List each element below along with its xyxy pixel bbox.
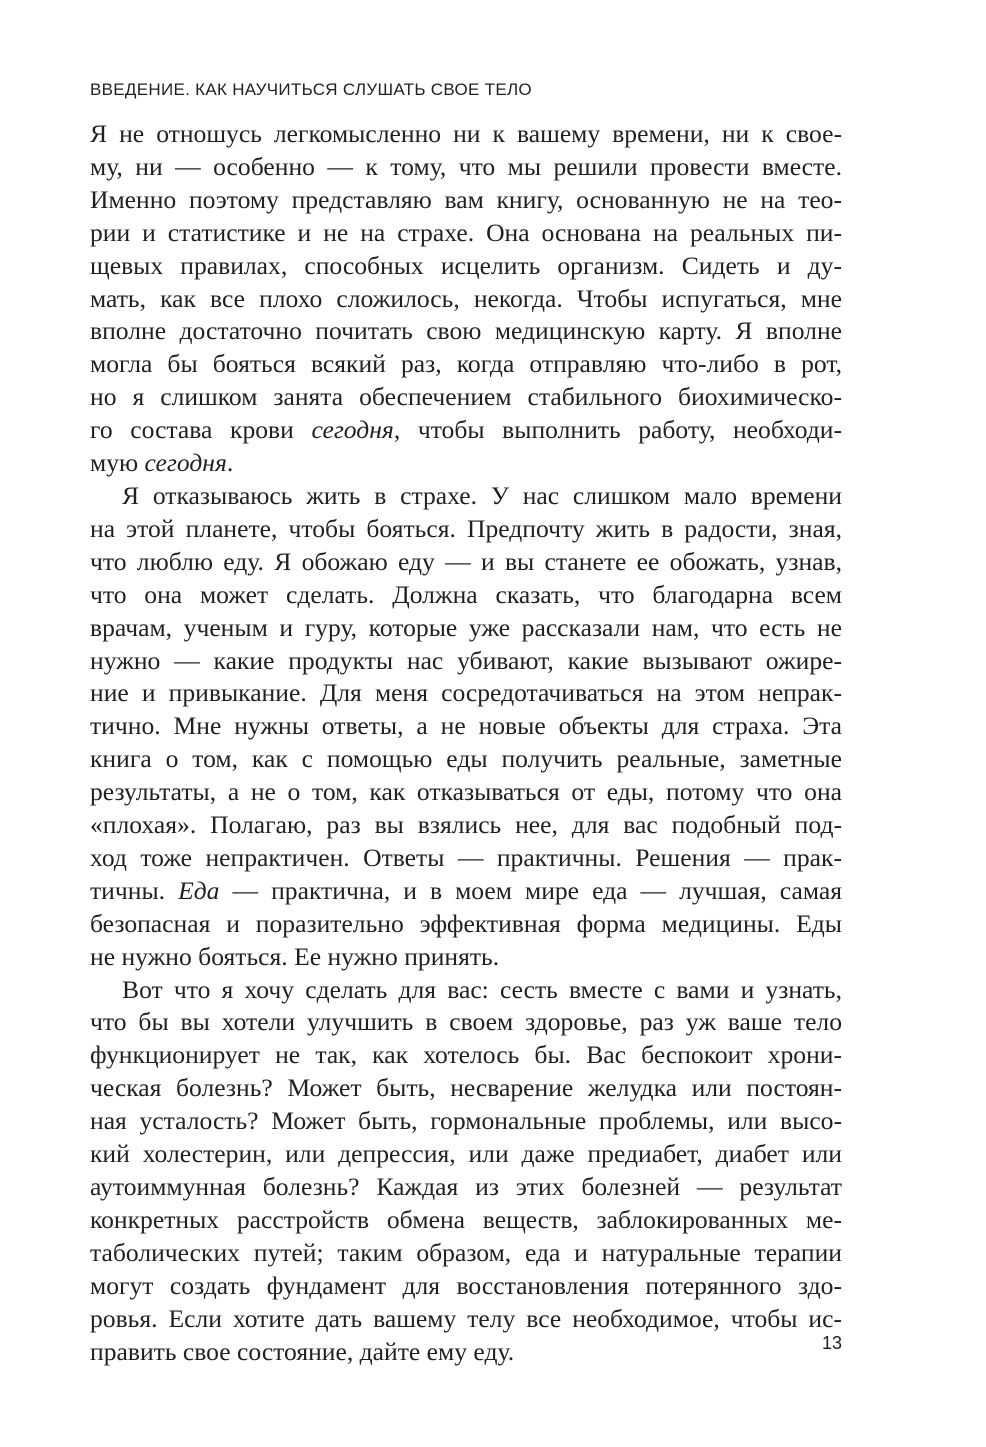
- paragraph: [90, 118, 842, 480]
- text-run: могла бы бояться всякий раз, когда отправляю что-либо в рот,: [90, 349, 842, 379]
- text-line: [90, 315, 842, 348]
- text-run: нужно — какие продукты нас убивают, какие вызывают ожире-: [90, 645, 842, 675]
- italic-word: Еда: [178, 875, 220, 905]
- text-run: го состава крови: [90, 415, 312, 445]
- text-run: не нужно бояться. Ее нужно принять.: [90, 941, 500, 971]
- text-line: [90, 842, 842, 875]
- text-run: мую: [90, 448, 145, 478]
- text-run: что она может сделать. Должна сказать, что благодарна всем: [90, 579, 842, 609]
- text-run: , чтобы выполнить работу, необходи-: [393, 415, 843, 445]
- text-line: [90, 184, 842, 217]
- text-line: [90, 612, 842, 645]
- text-line: [90, 1072, 842, 1105]
- text-run: конкретных расстройств обмена веществ, заблокированных ме-: [90, 1204, 842, 1234]
- text-run: что люблю еду. Я обожаю еду — и вы станете ее обожать, узнав,: [90, 546, 842, 576]
- text-run: вполне достаточно почитать свою медицинскую карту. Я вполне: [90, 316, 842, 346]
- running-head: ВВЕДЕНИЕ. КАК НАУЧИТЬСЯ СЛУШАТЬ СВОЕ ТЕЛО: [90, 80, 532, 99]
- text-run: — практична, и в моем мире еда — лучшая, самая: [219, 875, 842, 905]
- text-line: [90, 1039, 842, 1072]
- text-line: [90, 151, 842, 184]
- text-run: ровья. Если хотите дать вашему телу все необходимое, чтобы ис-: [90, 1303, 842, 1333]
- text-run: могут создать фундамент для восстановления потерянного здо-: [90, 1270, 842, 1300]
- text-line: [90, 1105, 842, 1138]
- text-line: [90, 217, 842, 250]
- text-run: Вот что я хочу сделать для вас: сесть вместе с вами и узнать,: [122, 974, 842, 1004]
- text-run: кий холестерин, или депрессия, или даже предиабет, диабет или: [90, 1139, 842, 1169]
- text-run: ная усталость? Может быть, гормональные проблемы, или высо-: [90, 1106, 842, 1136]
- paragraph: [90, 974, 842, 1369]
- text-line: [90, 677, 842, 710]
- text-line: [90, 414, 842, 447]
- text-run: мать, как все плохо сложилось, некогда. Чтобы испугаться, мне: [90, 283, 842, 313]
- text-run: что бы вы хотели улучшить в своем здоровье, раз уж ваше тело: [90, 1007, 842, 1037]
- text-line: [90, 1171, 842, 1204]
- text-run: ход тоже непрактичен. Ответы — практичны. Решения — прак-: [90, 842, 842, 872]
- text-run: результаты, а не о том, как отказываться от еды, потому что она: [90, 777, 842, 807]
- text-run: ческая болезнь? Может быть, несварение желудка или постоян-: [90, 1073, 842, 1103]
- text-line: [90, 250, 842, 283]
- text-line: [90, 546, 842, 579]
- text-run: безопасная и поразительно эффективная форма медицины. Еды: [90, 908, 842, 938]
- text-line: [90, 645, 842, 678]
- text-run: на этой планете, чтобы бояться. Предпочту жить в радости, зная,: [90, 513, 842, 543]
- text-line: [90, 1006, 842, 1039]
- text-line: [90, 1237, 842, 1270]
- text-line: [90, 1270, 842, 1303]
- text-run: аутоиммунная болезнь? Каждая из этих болезней — результат: [90, 1172, 842, 1201]
- italic-word: сегодня: [311, 415, 394, 445]
- text-run: .: [226, 448, 234, 478]
- text-run: «плохая». Полагаю, раз вы взялись нее, для вас подобный под-: [90, 810, 842, 840]
- text-line: [90, 776, 842, 809]
- text-line: [90, 974, 842, 1007]
- text-run: править свое состояние, дайте ему еду.: [90, 1336, 515, 1366]
- text-line: [90, 1336, 842, 1369]
- text-line: [90, 283, 842, 316]
- text-line: [90, 1138, 842, 1171]
- text-run: таболических путей; таким образом, еда и натуральные терапии: [90, 1237, 842, 1267]
- text-run: ние и привыкание. Для меня сосредотачиваться на этом непрак-: [90, 678, 842, 708]
- italic-word: сегодня: [144, 448, 227, 478]
- text-run: но я слишком занята обеспечением стабильного биохимическо-: [90, 382, 842, 412]
- text-line: [90, 447, 842, 480]
- text-run: Я отказываюсь жить в страхе. У нас слишком мало времени: [122, 480, 842, 510]
- text-run: тично. Мне нужны ответы, а не новые объекты для страха. Эта: [90, 711, 842, 741]
- text-line: [90, 513, 842, 546]
- text-line: [90, 1303, 842, 1336]
- text-line: [90, 908, 842, 941]
- text-line: [90, 809, 842, 842]
- text-line: [90, 743, 842, 776]
- text-line: [90, 1204, 842, 1237]
- text-run: му, ни — особенно — к тому, что мы решили провести вместе.: [90, 151, 842, 181]
- text-line: [90, 875, 842, 908]
- text-run: тичны.: [90, 875, 179, 905]
- text-run: рии и статистике и не на страхе. Она основана на реальных пи-: [90, 217, 842, 247]
- text-line: [90, 381, 842, 414]
- text-run: Именно поэтому представляю вам книгу, основанную не на тео-: [90, 184, 842, 214]
- text-line: [90, 480, 842, 513]
- text-run: Я не отношусь легкомысленно ни к вашему времени, ни к свое-: [90, 119, 842, 148]
- body-text: [90, 118, 842, 1368]
- text-run: врачам, ученым и гуру, которые уже рассказали нам, что есть не: [90, 612, 842, 642]
- text-run: книга о том, как с помощью еды получить реальные, заметные: [90, 744, 842, 774]
- page-number: 13: [821, 1333, 842, 1353]
- text-line: [90, 710, 842, 743]
- text-run: функционирует не так, как хотелось бы. Вас беспокоит хрони-: [90, 1040, 842, 1070]
- paragraph: [90, 480, 842, 974]
- text-line: [90, 941, 842, 974]
- text-run: щевых правилах, способных исцелить организм. Сидеть и ду-: [90, 250, 842, 280]
- text-line: [90, 118, 842, 151]
- text-line: [90, 579, 842, 612]
- text-line: [90, 348, 842, 381]
